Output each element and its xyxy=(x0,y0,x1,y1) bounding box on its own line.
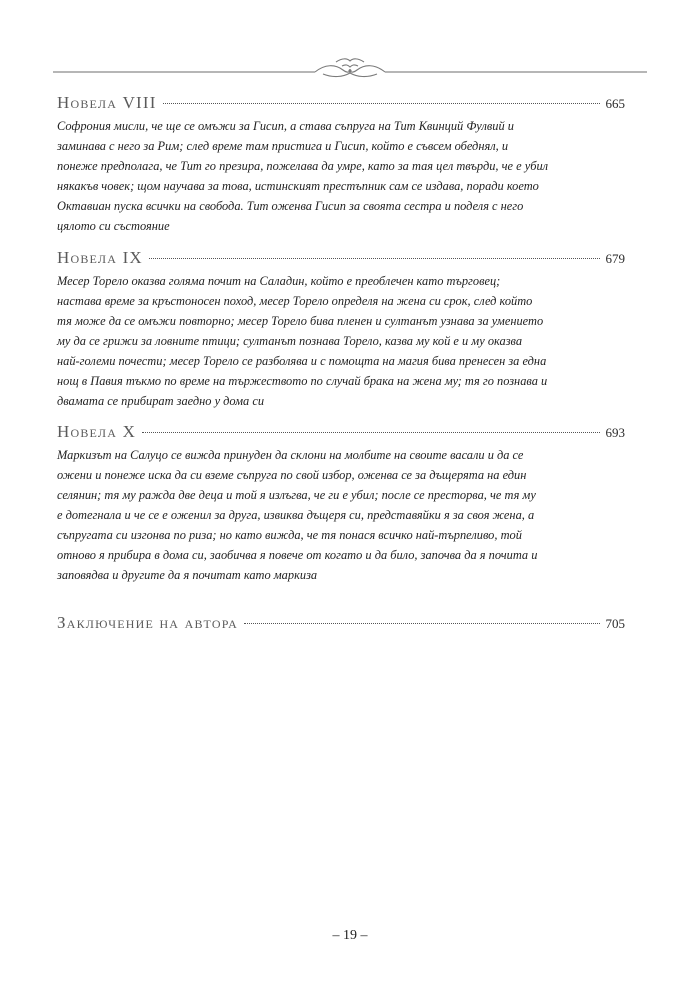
summary-line: Софрония мисли, че ще се омъжи за Гисип, а става съпруга на Тит Квинций Фулвий и xyxy=(57,119,514,133)
toc-page-number: 705 xyxy=(605,616,625,631)
summary-line: понеже предполага, че Тит го презира, пожелава да умре, като за тая цел твърди, че е убил xyxy=(57,159,549,173)
toc-page-number: 679 xyxy=(605,251,625,266)
summary-line: отново я прибира в дома си, заобичва я повече от когато и да било, започва да я почита и xyxy=(57,548,538,562)
toc-title: Новела IX xyxy=(57,248,143,267)
toc-entry-novella-8[interactable] xyxy=(57,92,625,236)
toc-summary xyxy=(57,445,625,585)
dot-leader xyxy=(244,623,600,624)
summary-line: е дотегнала и че се е оженил за друга, извиква дъщеря си, представяйки я за своя жена, а xyxy=(57,508,535,522)
summary-line: тя може да се омъжи повторно; месер Торело бива пленен и султанът узнава за умението xyxy=(57,314,544,328)
summary-line: съпругата си изгонва по риза; но като вижда, че тя понася всичко най-търпеливо, той xyxy=(57,528,522,542)
summary-line: цялото си състояние xyxy=(57,219,170,233)
summary-line: Октавиан пуска всички на свобода. Тит оженва Гисип за своята сестра и поделя с него xyxy=(57,199,524,213)
toc-heading xyxy=(57,612,625,635)
toc-summary xyxy=(57,116,625,236)
summary-line: двамата се прибират заедно у дома си xyxy=(57,394,265,408)
toc-heading xyxy=(57,247,625,270)
summary-line: му да се грижи за ловните птици; султанът познава Торело, казва му кой е и му оказва xyxy=(57,334,523,348)
summary-line: заминава с него за Рим; след време там пристига и Гисип, който е съвсем обеднял, и xyxy=(57,139,509,153)
page-number-footer: – 19 – xyxy=(332,928,368,943)
toc-page-number: 693 xyxy=(605,425,625,440)
dot-leader xyxy=(149,258,600,259)
toc-entry-novella-9[interactable] xyxy=(57,247,625,411)
summary-line: ожени и понеже иска да си вземе съпруга по свой избор, оженва се за дъщерята на един xyxy=(57,468,527,482)
toc-title: Новела VIII xyxy=(57,93,157,112)
header-ornament-rule xyxy=(53,52,647,80)
summary-line: Маркизът на Салуцо се вижда принуден да склони на молбите на своите васали и да се xyxy=(57,448,524,462)
summary-line: най-големи почести; месер Торело се разболява и с помощта на магия бива пренесен за една xyxy=(57,354,547,368)
toc-summary xyxy=(57,271,625,411)
summary-line: заповядва и другите да я почитат като маркиза xyxy=(57,568,318,582)
toc-title: Заключение на автора xyxy=(57,613,238,632)
toc-page-number: 665 xyxy=(605,96,625,111)
summary-line: настава време за кръстоносен поход, месер Торело определя на жена си срок, след който xyxy=(57,294,533,308)
toc-entry-author-conclusion[interactable] xyxy=(57,612,625,635)
toc-title: Новела X xyxy=(57,422,137,441)
summary-line: Месер Торело оказва голяма почит на Саладин, който е преоблечен като търговец; xyxy=(57,274,501,288)
dot-leader xyxy=(163,103,600,104)
toc-entry-novella-10[interactable] xyxy=(57,421,625,585)
toc-heading xyxy=(57,421,625,444)
summary-line: някакъв човек; щом научава за това, истинският престъпник сам се издава, поради което xyxy=(57,179,539,193)
summary-line: нощ в Павия тъкмо по време на тържеството по случай брака на жена му; тя го познава и xyxy=(57,374,548,388)
summary-line: селянин; тя му ражда две деца и той я излъгва, че ги е убил; после се престорва, че тя му xyxy=(57,488,536,502)
dot-leader xyxy=(142,432,599,433)
toc-heading xyxy=(57,92,625,115)
table-of-contents xyxy=(57,92,625,635)
